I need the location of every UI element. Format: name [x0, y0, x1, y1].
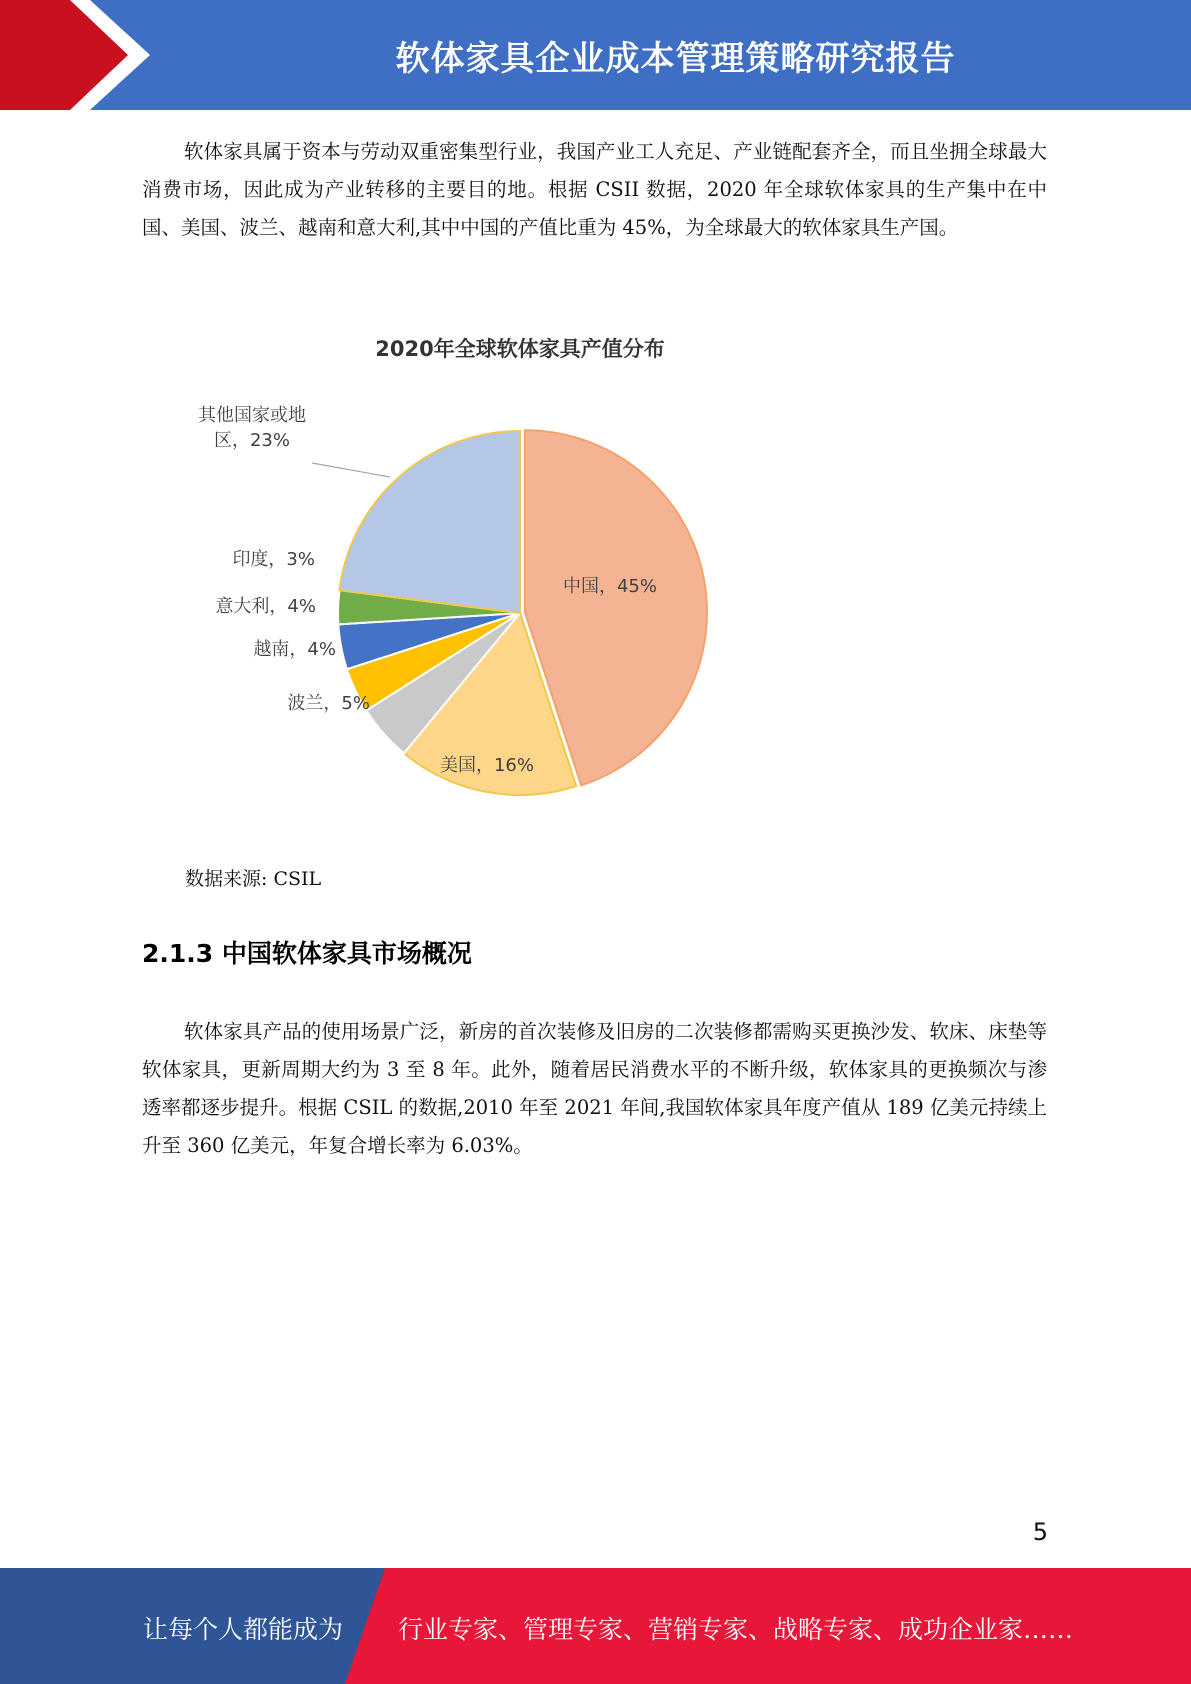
- pie-label-印度: 印度，3%: [232, 549, 315, 570]
- intro-paragraph: 软体家具属于资本与劳动双重密集型行业，我国产业工人充足、产业链配套齐全，而且坐拥全球最大消费市场，因此成为产业转移的主要目的地。根据 CSII 数据，2020 年全球软体家具的生产集中在中国、美国、波兰、越南和意大利,其中中国的产值比重为 45%，为全球最大的软体家具生产国。: [142, 140, 1047, 239]
- footer-slogan-left: 让每个人都能成为: [143, 1615, 344, 1644]
- document-title: 软体家具企业成本管理策略研究报告: [395, 38, 956, 79]
- pie-chart: [190, 395, 750, 815]
- pie-label-意大利: 意大利，4%: [215, 596, 316, 617]
- pie-label-其他国家或地区: 其他国家或地区，23%: [198, 405, 306, 451]
- pie-label-波兰: 波兰，5%: [287, 693, 370, 714]
- section-heading: 2.1.3 中国软体家具市场概况: [142, 939, 472, 968]
- other-leader-line: [312, 463, 390, 477]
- pie-label-越南: 越南，4%: [253, 639, 336, 660]
- pie-slice-其他国家或地区: [339, 431, 520, 613]
- page-number: 5: [1032, 1518, 1048, 1546]
- pie-slices: [338, 430, 707, 795]
- pie-label-中国: 中国，45%: [562, 576, 658, 597]
- footer-slogan-right: 行业专家、管理专家、营销专家、战略专家、成功企业家……: [398, 1615, 1074, 1644]
- header-chevron-decoration: [0, 0, 160, 110]
- chart-title: 2020年全球软体家具产值分布: [375, 337, 665, 361]
- data-source: 数据来源: CSIL: [185, 868, 322, 890]
- market-overview-paragraph: 软体家具产品的使用场景广泛，新房的首次装修及旧房的二次装修都需购买更换沙发、软床、床垫等软体家具，更新周期大约为 3 至 8 年。此外，随着居民消费水平的不断升级，软体家具的更换频次与渗透率都逐步提升。根据 CSIL 的数据,2010 年至 2021 年间,我国软体家具年度产值从 189 亿美元持续上升至 360 亿美元，年复合增长率为 6.03%。: [142, 1020, 1047, 1157]
- pie-label-美国: 美国，16%: [439, 755, 535, 776]
